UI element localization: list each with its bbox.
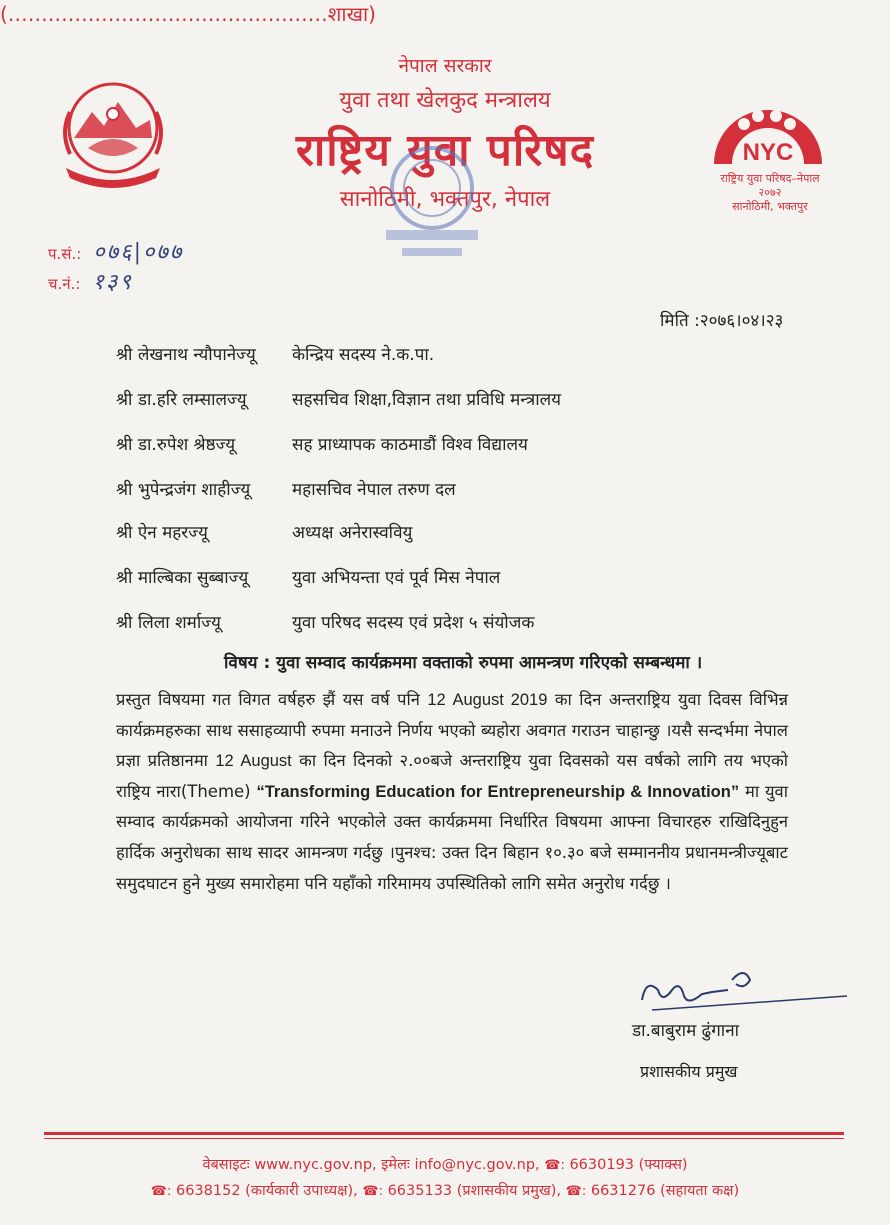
recipient-role: महासचिव नेपाल तरुण दल [292, 480, 456, 500]
phone-icon: ☎: [362, 1184, 383, 1199]
letter-body [116, 685, 788, 899]
body-theme: “Transforming Education for Entrepreneurship & Innovation” [256, 782, 740, 801]
signatory-title: प्रशासकीय प्रमुख [640, 1062, 738, 1081]
logo-caption-line: राष्ट्रिय युवा परिषद–नेपाल [720, 172, 820, 185]
footer-exec-label: (कार्यकारी उपाध्यक्ष), [245, 1183, 358, 1199]
recipient-role: युवा परिषद सदस्य एवं प्रदेश ५ संयोजक [292, 613, 535, 633]
footer-email-label: इमेलः [381, 1157, 410, 1173]
recipient-role: अध्यक्ष अनेरास्ववियु [292, 523, 413, 543]
recipient-role: सह प्राध्यापक काठमाडौं विश्व विद्यालय [292, 435, 528, 455]
signature-icon [632, 960, 852, 1020]
ministry-title: युवा तथा खेलकुद मन्त्रालय [339, 88, 551, 113]
recipient-name: श्री डा.रुपेश श्रेष्ठज्यू [116, 435, 236, 455]
footer-website-label: वेबसाइटः [202, 1157, 250, 1173]
recipient-name: श्री लेखनाथ न्यौपानेज्यू [116, 345, 256, 365]
recipient-row [116, 520, 412, 543]
government-title: नेपाल सरकार [398, 55, 492, 77]
recipient-name: श्री ऐन महरज्यू [116, 523, 208, 543]
logo-caption-line: २०७२ [758, 186, 782, 199]
footer-help-number: 6631276 [590, 1183, 656, 1199]
phone-icon: ☎: [150, 1184, 172, 1199]
recipient-row [116, 342, 434, 365]
logo-caption-line: सानोठिमी, भक्तपुर [732, 200, 808, 213]
recipient-row [116, 610, 534, 633]
footer-contact-line [0, 1154, 890, 1174]
phone-icon: ☎: [544, 1158, 565, 1173]
recipient-row [116, 565, 500, 588]
recipient-name: श्री माल्बिका सुब्बाज्यू [116, 568, 249, 588]
footer-rule [44, 1138, 844, 1139]
ref-cn [48, 266, 133, 296]
recipient-role: सहसचिव शिक्षा,विज्ञान तथा प्रविधि मन्त्रालय [292, 390, 562, 410]
recipient-role: युवा अभियन्ता एवं पूर्व मिस नेपाल [292, 568, 501, 588]
footer-fax-number: 6630193 [569, 1157, 635, 1173]
footer-rule [44, 1132, 844, 1135]
body-date: 12 August 2019 [427, 691, 548, 709]
branch-line: (…………………………………………शाखा) [0, 2, 376, 26]
signatory-name: डा.बाबुराम ढुंगाना [632, 1021, 740, 1041]
recipient-row [116, 477, 456, 500]
council-title: राष्ट्रिय युवा परिषद [295, 125, 595, 176]
office-stamp-icon [372, 138, 492, 268]
footer-help-label: (सहायता कक्ष) [660, 1183, 740, 1199]
letter-date: मिति :२०७६।०४।२३ [660, 311, 784, 331]
footer-website-link[interactable]: www.nyc.gov.np, [254, 1157, 377, 1173]
ref-cn-label: च.नं.: [48, 275, 81, 293]
recipient-role: केन्द्रिय सदस्य ने.क.पा. [292, 345, 435, 365]
footer-exec-number: 6638152 [175, 1183, 241, 1199]
ref-ps [48, 236, 183, 266]
recipient-name: श्री डा.हरि लम्सालज्यू [116, 390, 247, 410]
footer-fax-label: (फ्याक्स) [638, 1157, 688, 1173]
recipient-name: श्री लिला शर्माज्यू [116, 613, 221, 633]
body-text: मा युवा सम्वाद कार्यक्रमको आयोजना गरिने भएकोले उक्त कार्यक्रममा निर्धारित विषयमा आफ्ना विचारहरु राखिदिनुहुन हार्दिक अनुरोधका साथ सादर आमन्त्रण गर्दछु ।पुनश्च: उक्त दिन बिहान १०.३० बजे सम्माननीय प्रधानमन्त्रीज्यूबाट समुदघाटन हुने मुख्य समारोहमा पनि यहाँको गरिमामय उपस्थितिको लागि समेत अनुरोध गर्दछु । [116, 781, 788, 893]
body-text: का दिन दिनको २.००बजे अन्तराष्ट्रिय युवा दिवसको यस वर्षको लागि तय भएको राष्ट्रिय नारा(Theme) [116, 751, 789, 801]
ref-ps-label: प.सं.: [48, 245, 82, 263]
ref-ps-value: ०७६|०७७ [93, 240, 184, 265]
body-text: प्रस्तुत विषयमा गत विगत वर्षहरु झैं यस वर्ष पनि [116, 690, 420, 709]
ref-cn-value: १३९ [92, 270, 133, 295]
logo-caption [700, 172, 840, 214]
body-date: 12 August [215, 752, 292, 771]
footer-email-link[interactable]: info@nyc.gov.np, [414, 1157, 540, 1173]
body-text: का दिन अन्तराष्ट्रिय युवा दिवस विभिन्न कार्यक्रमहरुका साथ ससाहव्यापी रुपमा मनाउने निर्णय भएको ब्यहोरा अवगत गराउन चाहान्छु ।यसै सन्दर्भमा नेपाल प्रज्ञा प्रतिष्ठानमा [116, 690, 788, 771]
nyc-logo-letters: NYC [742, 139, 794, 166]
recipient-name: श्री भुपेन्द्रजंग शाहीज्यू [116, 480, 251, 500]
nyc-logo-icon [710, 78, 826, 174]
phone-icon: ☎: [565, 1184, 587, 1199]
footer-admin-number: 6635133 [387, 1183, 453, 1199]
recipient-row [116, 432, 528, 455]
footer-phone-line [0, 1180, 890, 1200]
letter-subject: विषय : युवा सम्वाद कार्यक्रममा वक्ताको रुपमा आमन्त्रण गरिएको सम्बन्धमा । [224, 653, 703, 673]
footer-admin-label: (प्रशासकीय प्रमुख), [456, 1183, 562, 1199]
council-address: सानोठिमी, भक्तपुर, नेपाल [339, 187, 551, 212]
recipient-row [116, 387, 561, 410]
